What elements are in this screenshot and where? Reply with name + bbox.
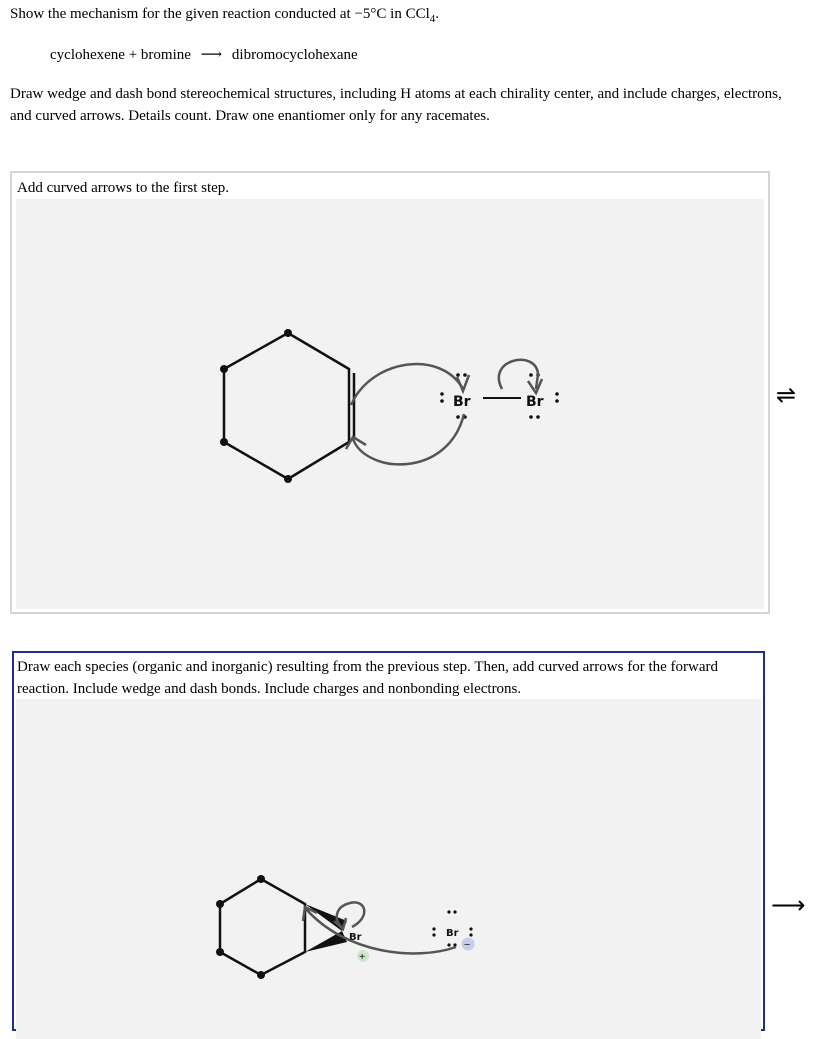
cyclohexene-molecule[interactable] xyxy=(224,333,354,479)
reaction-equation xyxy=(50,45,358,64)
reaction-product: dibromocyclohexane xyxy=(231,47,358,63)
curved-arrow-bond-to-br-right[interactable] xyxy=(499,360,542,393)
step1-panel xyxy=(10,171,770,614)
forward-arrow-icon[interactable]: ⟶ xyxy=(771,891,806,919)
br-atom-left[interactable]: Br xyxy=(453,394,471,410)
curved-arrow-pi-to-br[interactable] xyxy=(351,364,469,405)
reaction-reactants: cyclohexene + bromine xyxy=(50,47,191,63)
curved-arrow-br-bond-to-br[interactable] xyxy=(346,414,464,464)
question-instructions: Draw wedge and dash bond stereochemical structures, including H atoms at each chirality center, and include charges, electrons, and curved arrows. Details count. Draw one enantiomer only for any racemates. xyxy=(10,86,782,124)
step2-label: Draw each species (organic and inorganic) resulting from the previous step. Then, add curved arrows for the forward reaction. Include wedge and dash bonds. Include charges and nonbonding electrons. xyxy=(17,659,719,697)
step2-panel xyxy=(12,651,765,1031)
equilibrium-arrow-icon[interactable]: ⇌ xyxy=(776,381,797,409)
br-ion-atom[interactable]: Br xyxy=(446,928,459,939)
step2-molecule-drawing[interactable] xyxy=(16,699,761,1039)
positive-charge: + xyxy=(359,951,366,963)
step1-drawing-canvas[interactable] xyxy=(16,199,764,609)
curved-arrow-bridge-br[interactable] xyxy=(334,902,364,929)
br-atom-right[interactable]: Br xyxy=(526,394,544,410)
question-title: Show the mechanism for the given reaction conducted at −5°C in CCl$_4$. xyxy=(10,6,440,25)
wedge-bond-lower[interactable] xyxy=(305,931,347,952)
br-bridge-atom[interactable]: Br xyxy=(349,932,362,943)
step2-drawing-canvas[interactable] xyxy=(16,699,761,1039)
bromonium-ring[interactable] xyxy=(220,879,305,975)
reaction-arrow-icon: ⟶ xyxy=(200,47,223,63)
negative-charge: − xyxy=(464,939,471,951)
step1-molecule-drawing[interactable] xyxy=(16,199,764,609)
step1-label: Add curved arrows to the first step. xyxy=(17,180,230,196)
